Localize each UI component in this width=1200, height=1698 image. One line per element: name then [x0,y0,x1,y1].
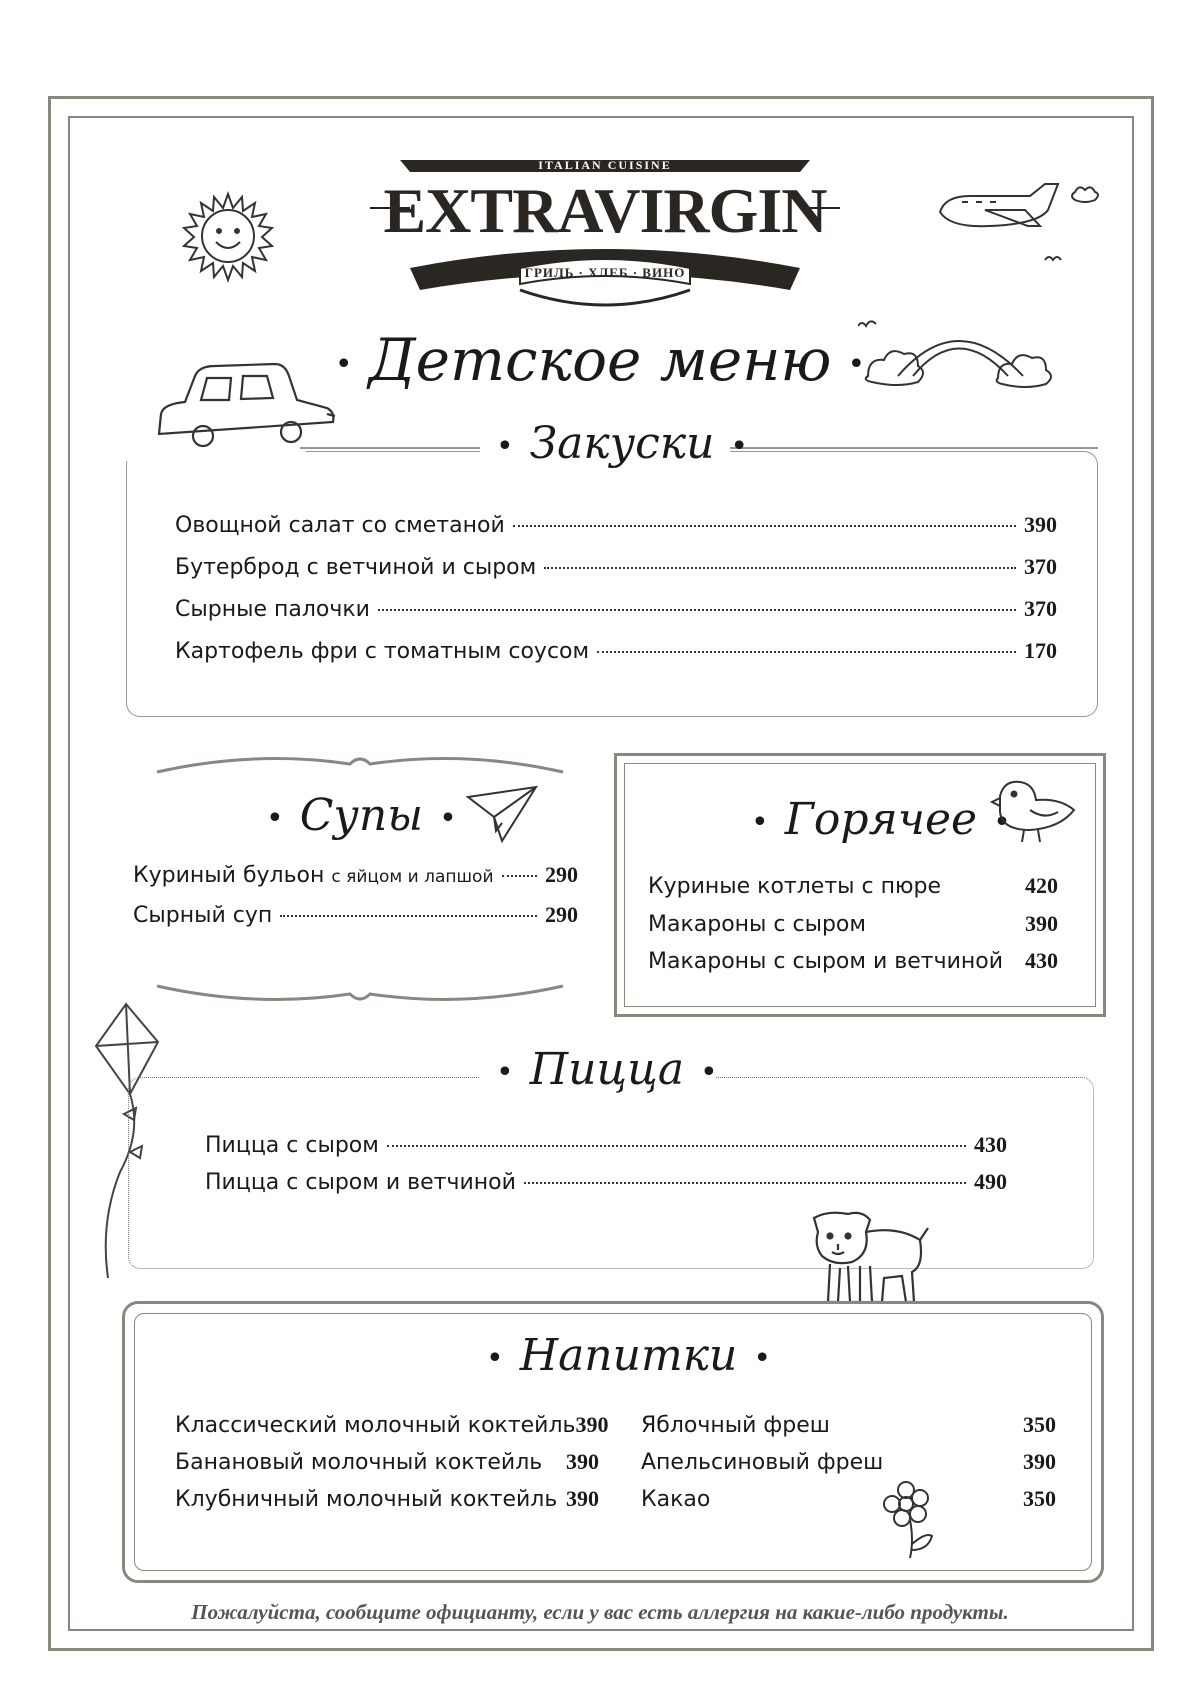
hot-title-text: Горячее [784,794,978,845]
paper-plane-icon [466,785,538,843]
dot-leader [280,915,537,917]
logo-tagline-bottom: ГРИЛЬ · ХЛЕБ · ВИНО [524,265,686,280]
dog-icon [808,1210,936,1306]
drinks-title-text: Напитки [519,1330,738,1381]
allergy-note: Пожалуйста, сообщите официанту, если у вас есть аллергия на какие-либо продукты. [191,1600,1009,1624]
dot-leader [513,525,1016,527]
menu-item [175,638,1057,664]
section-title-drinks: • Напитки • [486,1330,772,1381]
flower-icon [880,1480,950,1560]
item-price: 430 [1025,948,1058,973]
item-price: 490 [974,1169,1007,1194]
zakuski-rule-right [730,447,1098,449]
item-name: Банановый молочный коктейль [175,1450,543,1475]
menu-item [133,902,578,928]
dot-leader [378,609,1016,611]
item-price: 390 [1024,512,1057,537]
zakuski-title-text: Закуски [529,418,715,469]
item-price: 390 [566,1449,599,1474]
menu-item [641,1449,1056,1475]
menu-item [175,1486,599,1512]
item-name: Классический молочный коктейль [175,1413,576,1438]
item-price: 290 [545,902,578,927]
logo [370,150,840,320]
soups-title-text: Супы [299,790,424,841]
item-price: 430 [974,1132,1007,1157]
menu-item [175,1412,609,1438]
soups-top-flourish [155,752,565,782]
item-price: 290 [545,862,578,887]
menu-item [641,1486,1056,1512]
item-price: 350 [1023,1412,1056,1437]
menu-item [648,911,1058,937]
zakuski-rule-left [300,447,482,449]
dot-leader [387,1145,966,1147]
item-price: 370 [1024,554,1057,579]
item-name: Яблочный фреш [641,1413,830,1438]
item-name-main: Куриный бульон [133,863,325,888]
menu-title-text: Детское меню [368,326,832,394]
sun-icon [180,188,276,284]
item-price: 390 [566,1486,599,1511]
menu-item [205,1132,1007,1158]
section-title-pizza: • Пицца • [496,1044,718,1095]
item-name: Пицца с сыром [205,1133,379,1158]
dot-leader [524,1182,966,1184]
item-price: 420 [1025,873,1058,898]
item-name: Апельсиновый фреш [641,1450,884,1475]
menu-item [648,948,1058,974]
item-name: Бутерброд с ветчиной и сыром [175,555,537,580]
item-name: Овощной салат со сметаной [175,513,505,538]
zakuski-box [126,451,1098,717]
menu-title: • Детское меню • [334,326,866,394]
section-title-hot: • Горячее • [751,794,1011,845]
menu-item [175,596,1057,622]
item-name: Пицца с сыром и ветчиной [205,1170,516,1195]
soups-bottom-flourish [155,978,565,1008]
dot-leader [544,567,1016,569]
menu-item [133,862,578,888]
item-name: Куриные котлеты с пюре [648,874,942,899]
logo-brand: EXTRAVIRGIN [383,175,827,246]
item-price: 390 [1023,1449,1056,1474]
dot-leader [502,875,538,877]
dot-leader [597,651,1016,653]
item-name [133,863,494,888]
item-name: Клубничный молочный коктейль [175,1487,558,1512]
menu-item [641,1412,1056,1438]
pizza-title-text: Пицца [529,1044,685,1095]
menu-item [648,873,1058,899]
menu-item [175,1449,599,1475]
menu-item [205,1169,1007,1195]
item-price: 370 [1024,596,1057,621]
item-price: 350 [1023,1486,1056,1511]
item-name: Сырный суп [133,903,273,928]
logo-tagline-top: ITALIAN CUISINE [538,158,672,172]
item-note: с яйцом и лапшой [331,867,494,887]
item-price: 390 [1025,911,1058,936]
item-price: 170 [1024,638,1057,663]
item-name: Макароны с сыром и ветчиной [648,949,1004,974]
zakuski-corner-mask [126,451,306,461]
menu-item [175,554,1057,580]
section-title-zakuski: • Закуски • [480,418,730,469]
airplane-icon [930,182,1110,262]
menu-item [175,512,1057,538]
item-name: Какао [641,1487,711,1512]
item-price: 390 [575,1412,609,1437]
section-title-soups: • Супы • [266,790,457,841]
bird-icon [990,776,1078,846]
item-name: Картофель фри с томатным соусом [175,639,590,664]
item-name: Сырные палочки [175,597,370,622]
item-name: Макароны с сыром [648,912,866,937]
